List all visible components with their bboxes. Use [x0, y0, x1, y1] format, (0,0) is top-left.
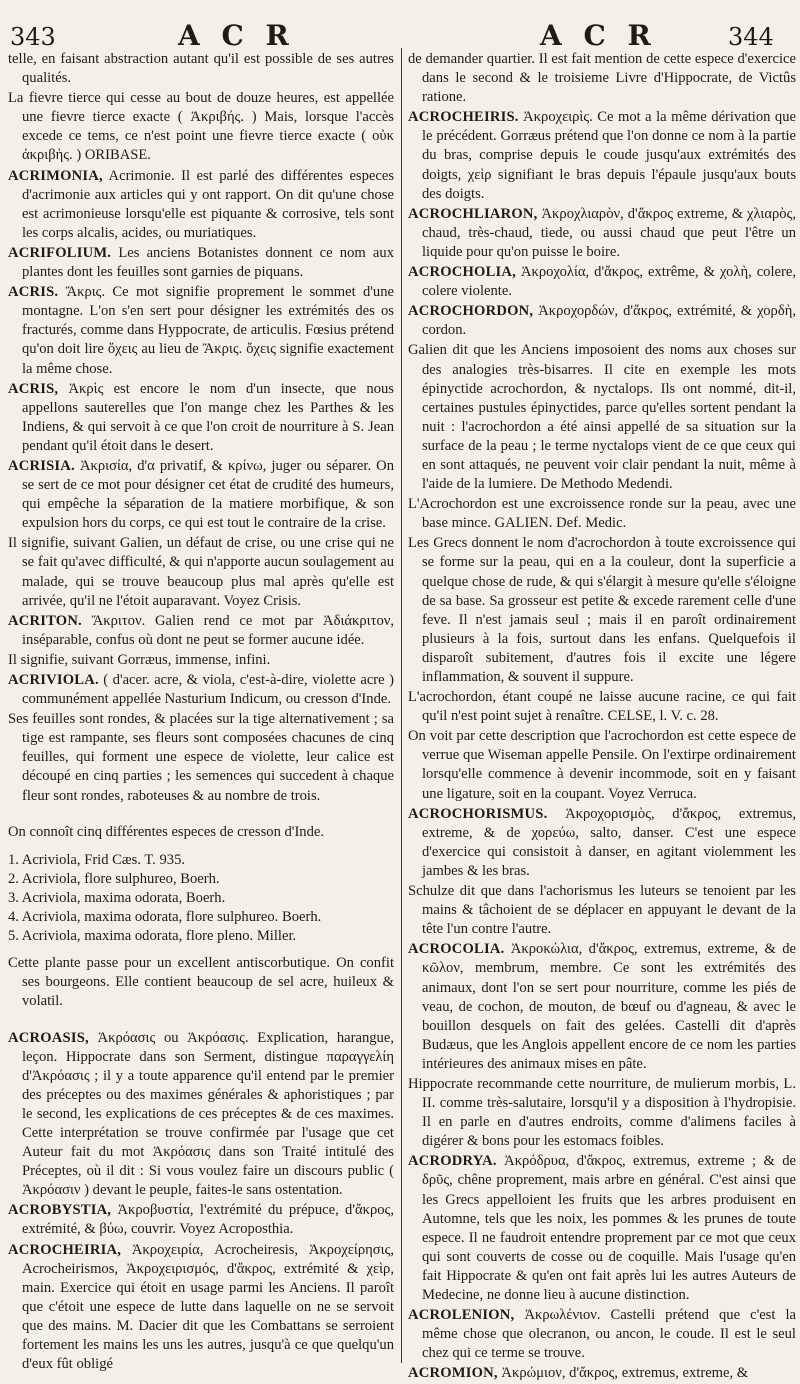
- entry-headword: ACROBYSTIA,: [8, 1202, 112, 1219]
- dictionary-entry: [8, 50, 394, 88]
- dictionary-entry: [8, 954, 394, 1011]
- dictionary-entry: [408, 341, 796, 494]
- entry-text: Ἀκροχολία, d'ἄκρος, extrême, & χολὴ, colere, colere violente.: [422, 264, 796, 300]
- dictionary-entry: [8, 283, 394, 378]
- dictionary-entry: [408, 108, 796, 203]
- dictionary-entry: [408, 882, 796, 939]
- entry-headword: ACRIS,: [8, 380, 59, 397]
- entry-text: L'Acrochordon est une excroissence ronde sur la peau, avec une base mince. GALIEN. Def. Medic.: [408, 496, 796, 532]
- dictionary-entry: [408, 688, 796, 726]
- entry-text: Ἀκροχορδών, d'ἄκρος, extrémité, & χορδὴ, cordon.: [422, 303, 796, 339]
- dictionary-entry: [8, 651, 394, 670]
- dictionary-entry: [408, 263, 796, 301]
- entry-headword: ACRISIA.: [8, 457, 75, 474]
- entry-text: Ἀκροχειρὶς. Ce mot a la même dérivation que le précédent. Gorræus prétend que l'on donne ce nom à la partie du bras, comprise depuis le coude jusqu'aux extrémités des doigts, χεὶρ signifiant le bras depuis l'épaule jusqu'aux bouts des doigts.: [422, 109, 796, 202]
- entry-text: Ses feuilles sont rondes, & placées sur la tige alternativement ; sa tige est rampante, ses fleurs sont composées chacunes de cinq feuilles, qui forment une espece de violette, leur calice est découpé en cinq parties ; les semences qui succedent à chaque fleur sont rondes, raboteuses & au nombre de trois.: [8, 711, 394, 804]
- species-list-item: 5. Acriviola, maxima odorata, flore pleno. Miller.: [8, 928, 297, 945]
- species-list-item: 3. Acriviola, maxima odorata, Boerh.: [8, 889, 226, 906]
- column-divider: [401, 48, 402, 1363]
- entry-text: Il signifie, suivant Gorræus, immense, infini.: [8, 651, 271, 668]
- entry-text: ( d'acer. acre, & viola, c'est-à-dire, violette acre ) communément appellée Nasturium Indicum, ou cresson d'Inde.: [22, 672, 394, 708]
- left-running-head: A C R: [178, 19, 295, 52]
- entry-headword: ACROCHEIRIS.: [408, 109, 519, 126]
- dictionary-entry: [8, 534, 394, 610]
- dictionary-entry: [408, 1152, 796, 1305]
- entry-text: Ἄκρις. Ce mot signifie proprement le sommet d'une montagne. L'on s'en sert pour désigner les extrémités des os fracturés, comme dans Hyppocrate, de articulis. Fœsius prétend qu'on doit lire ὄχεις au lieu de Ἄκρις. ὄχεις signifie exactement la même chose.: [22, 284, 394, 377]
- entry-headword: ACROCHOLIA,: [408, 264, 517, 281]
- right-entries: [408, 50, 796, 1383]
- dictionary-entry: [8, 457, 394, 533]
- dictionary-entry: [8, 380, 394, 456]
- dictionary-entry: [408, 495, 796, 533]
- entry-headword: ACROLENION,: [408, 1307, 515, 1324]
- entry-text: Cette plante passe pour un excellent antiscorbutique. On confit ses bourgeons. Elle contient beaucoup de sel acre, huileux & volatil.: [8, 955, 394, 1010]
- entry-headword: ACROCOLIA.: [408, 941, 505, 958]
- species-list-item: 1. Acriviola, Frid Cæs. T. 935.: [8, 851, 186, 868]
- right-running-head: A C R: [540, 19, 657, 52]
- entry-headword: ACROCHEIRIA,: [8, 1241, 122, 1258]
- entry-headword: ACRIS.: [8, 284, 59, 301]
- dictionary-entry: [408, 302, 796, 340]
- entry-text: Il signifie, suivant Galien, un défaut de crise, ou une crise qui ne se fait qu'avec difficulté, & qui n'apporte aucun soulagement au malade, qui se trouve beaucoup plus mal après qu'elle est arrivée, qu'il ne l'étoit auparavant. Voyez Crisis.: [8, 535, 394, 609]
- entry-text: Ἀκρισία, d'α privatif, & κρίνω, juger ou séparer. On se sert de ce mot pour désigner cet état de crudité des humeurs, qui empêche la séparation de la matiere morbifique, & son expulsion hors du corps, ce qui est tout le contraire de la crise.: [22, 457, 394, 532]
- dictionary-entry: [8, 710, 394, 805]
- left-column: [8, 50, 394, 1375]
- dictionary-entry: [8, 244, 394, 282]
- left-entries: [8, 50, 394, 806]
- entry-headword: ACROASIS,: [8, 1029, 89, 1046]
- left-end-entries: [8, 1029, 394, 1375]
- dictionary-entry: [8, 1201, 394, 1239]
- entry-text: Ἀκρὶς est encore le nom d'un insecte, que nous appellons sauterelles que l'on mange chez les Parthes & les Indiens, & qui servoit à ce que l'on croit de nourriture à S. Jean pendant qu'il étoit dans le desert.: [22, 380, 394, 454]
- entry-text: Ἀκροκώλια, d'ἄκρος, extremus, extreme, & de κῶλον, membrum, membre. Ce sont les extrémités des animaux, dont l'on se sert pour nourriture, comme les piés de veau, de cochon, de mouton, de bœuf ou d'agneau, & avec le bouillon desquels on fait des gelées. Castelli dit d'après Budæus, que les Anglois appellent encore de ce nom les parties intérieures des animaux mises en pâte.: [422, 941, 796, 1072]
- species-list-item: 2. Acriviola, flore sulphureo, Boerh.: [8, 870, 220, 887]
- dictionary-entry: [8, 612, 394, 650]
- entry-text: Ἀκροχειρία, Acrocheiresis, Ἀκροχείρησις, Acrocheirismos, Ἀκροχειρισμός, d'ἄκρος, extrémité & χεὶρ, main. Exercice qui étoit en usage parmi les Anciens. Il paroît que c'étoit une espece de lutte dans laquelle on ne se servoit que des mains. M. Dacier dit que les Combattans se serroient fortement les mains les uns les autres, jusqu'à ce que quelqu'un d'eux fût obligé: [22, 1241, 394, 1373]
- dictionary-entry: [408, 727, 796, 803]
- right-page-number: 344: [728, 23, 774, 51]
- entry-headword: ACROCHORISMUS.: [408, 805, 548, 822]
- dictionary-entry: [408, 50, 796, 107]
- entry-text: Ἀκρόδρυα, d'ἄκρος, extremus, extreme ; & de δρῦς, chêne proprement, mais arbre en général. C'est ainsi que les Grecs appelloient les fruits que les arbres produisent en Automne, tels que les noix, les pommes & les prunes de toute espece. Il ne faudroit entendre proprement par ce mot que ceux qui sont couverts de cosse ou de coquille. Mais l'usage qu'en fait Hippocrate & qu'en ont fait après lui les autres Auteurs de Medecine, ne donne lieu à aucune distinction.: [422, 1153, 797, 1303]
- entry-text: Acrimonie. Il est parlé des différentes especes d'acrimonie aux articles qui y ont rapport. On dit qu'une chose est acrimonieuse lorsqu'elle est piquante & corrosive, tels sont les corps alcalis, acides, ou muriatiques.: [22, 167, 395, 241]
- entry-headword: ACROCHLIARON,: [408, 205, 538, 222]
- dictionary-entry: [408, 1075, 796, 1151]
- dictionary-entry: [8, 671, 394, 709]
- entry-headword: ACROCHORDON,: [408, 303, 534, 320]
- spacer: [8, 946, 394, 954]
- entry-text: Ἀκρόασις ou Ἀκρόασις. Explication, harangue, leçon. Hippocrate dans son Serment, distingue παραγγελίη d'Ἀκρόασις ; il y a toute apparence qu'il entend par le premier des préceptes ou des maximes générales & aphoristiques ; par le second, les explications de ces préceptes & de ces maximes. Cette interprétation se trouve confirmée par l'usage que cet Auteur fait du mot Ἀκρόασις dans son Traité intitulé des Préceptes, où il dit : Si vous voulez faire un discours public ( Ἀκρόασιν ) devant le peuple, faites-le sans ostentation.: [22, 1029, 394, 1199]
- dictionary-entry: [8, 167, 394, 243]
- dictionary-entry: [8, 89, 394, 165]
- entry-text: Les Grecs donnent le nom d'acrochordon à toute excroissence qui se forme sur la peau, qui en a la couleur, dont la superficie a quelque chose de rude, & qui s'élargit à mesure qu'elle s'éloigne de sa base. Sa grosseur est petite & excede rarement celle d'une feve. Il n'est jamais seul ; mais il en paroît ordinairement plusieurs à la fois, surtout dans les enfans. Quelquefois il disparoît subitement, d'autres fois il excite une légere inflammation, & souvent il suppure.: [408, 535, 796, 685]
- entry-text: L'acrochordon, étant coupé ne laisse aucune racine, ce qui fait qu'il n'est point sujet à renaître. CELSE, l. V. c. 28.: [408, 689, 796, 725]
- dictionary-entry: [8, 1241, 394, 1375]
- dictionary-entry: [8, 1029, 394, 1201]
- entry-headword: ACRIMONIA,: [8, 167, 103, 184]
- left-after-entries: [8, 954, 394, 1011]
- entry-text: Hippocrate recommande cette nourriture, de mulierum morbis, L. II. comme très-salutaire, lorsqu'il y a disposition à l'hydropisie. Il en parle en d'autres endroits, comme d'alimens faciles à digérer & bons pour les estomacs foibles.: [408, 1075, 796, 1150]
- spacer: [8, 1013, 394, 1029]
- entry-text: telle, en faisant abstraction autant qu'il est possible de ses autres qualités.: [8, 51, 394, 87]
- entry-text: Les anciens Botanistes donnent ce nom aux plantes dont les feuilles sont garnies de piquans.: [22, 244, 395, 281]
- entry-text: Ἀκρώμιον, d'ἄκρος, extremus, extreme, &: [501, 1365, 749, 1382]
- entry-text: Ἀκροχλιαρὸν, d'ἄκρος extreme, & χλιαρὸς, chaud, très-chaud, tiede, ou aussi chaud que peut l'être un liquide pour qu'on puisse le boire.: [422, 205, 797, 260]
- entry-headword: ACROMION,: [408, 1365, 498, 1382]
- entry-text: Ἀκροβυστία, l'extrémité du prépuce, d'ἄκρος, extrémité, & βύω, couvrir. Voyez Acroposthia.: [22, 1202, 394, 1238]
- entry-text: Ἀκροχορισμὸς, d'ἄκρος, extremus, extreme, & de χορεύω, salto, danser. C'est une espece d'exercice qui consistoit à danser, en agitant violemment les jambes & les bras.: [422, 805, 796, 879]
- entry-text: Ἄκριτον. Galien rend ce mot par Ἀδιάκριτον, inséparable, confus où dont ne peut se former aucune idée.: [22, 612, 394, 648]
- dictionary-entry: [408, 940, 796, 1074]
- entry-text: Galien dit que les Anciens imposoient des noms aux choses sur des analogies très-bisarres. Il cite en exemple les mots épinyctide acrochordon, & nyctalops. Ils ont nommé, dit-il, certaines pustules épinyctides, parce qu'elles sortent pendant la nuit : l'acrochordon a été ainsi appellé de sa situation sur la surface de la peau ; le terme nyctalops vient de ce que ceux qui en sont attaqués, ne peuvent voir clair pendant la nuit, même à l'aide de la lumiere. De Methodo Medendi.: [408, 342, 796, 493]
- left-page-number: 343: [10, 23, 56, 51]
- entry-text: On voit par cette description que l'acrochordon est cette espece de verrue que Wiseman appelle Pensile. On l'extirpe ordinairement lorsqu'elle commence à devenir incommode, soit en y faisant une ligature, soit en la coupant. Voyez Verruca.: [408, 728, 796, 802]
- dictionary-entry: [408, 1364, 796, 1383]
- entry-text: Ἀκρωλένιον. Castelli prétend que c'est la même chose que olecranon, ou ancon, le coude. Il est le seul chez qui ce terme se trouve.: [422, 1307, 796, 1362]
- spacer: [8, 807, 394, 823]
- dictionary-entry: [408, 1306, 796, 1363]
- dictionary-entry: [408, 205, 796, 262]
- dictionary-entry: [408, 805, 796, 881]
- entry-headword: ACRIFOLIUM.: [8, 244, 112, 261]
- species-intro: On connoît cinq différentes especes de cresson d'Inde.: [8, 823, 325, 840]
- entry-text: de demander quartier. Il est fait mention de cette espece d'exercice dans le second & le troisieme Livre d'Hippocrate, de Victûs ratione.: [408, 51, 796, 106]
- species-list: [8, 851, 394, 946]
- entry-headword: ACRIVIOLA.: [8, 672, 99, 688]
- entry-text: La fievre tierce qui cesse au bout de douze heures, est appellée une fievre tierce exacte ( Ἀκριβής. ) Mais, lorsque l'accès excede ce tems, ce n'est point une fievre tierce exacte ( οὐκ ἀκριβὴς. ) ORIBASE.: [8, 90, 394, 164]
- entry-headword: ACRITON.: [8, 612, 82, 629]
- entry-headword: ACRODRYA.: [408, 1153, 497, 1170]
- entry-text: Schulze dit que dans l'achorismus les luteurs se tenoient par les mains & tâchoient de se déplacer en appuyant le devant de la tête l'un contre l'autre.: [408, 883, 796, 938]
- dictionary-entry: [408, 534, 796, 687]
- species-list-item: 4. Acriviola, maxima odorata, flore sulphureo. Boerh.: [8, 909, 322, 926]
- right-column: [408, 50, 796, 1384]
- spacer: [8, 843, 394, 851]
